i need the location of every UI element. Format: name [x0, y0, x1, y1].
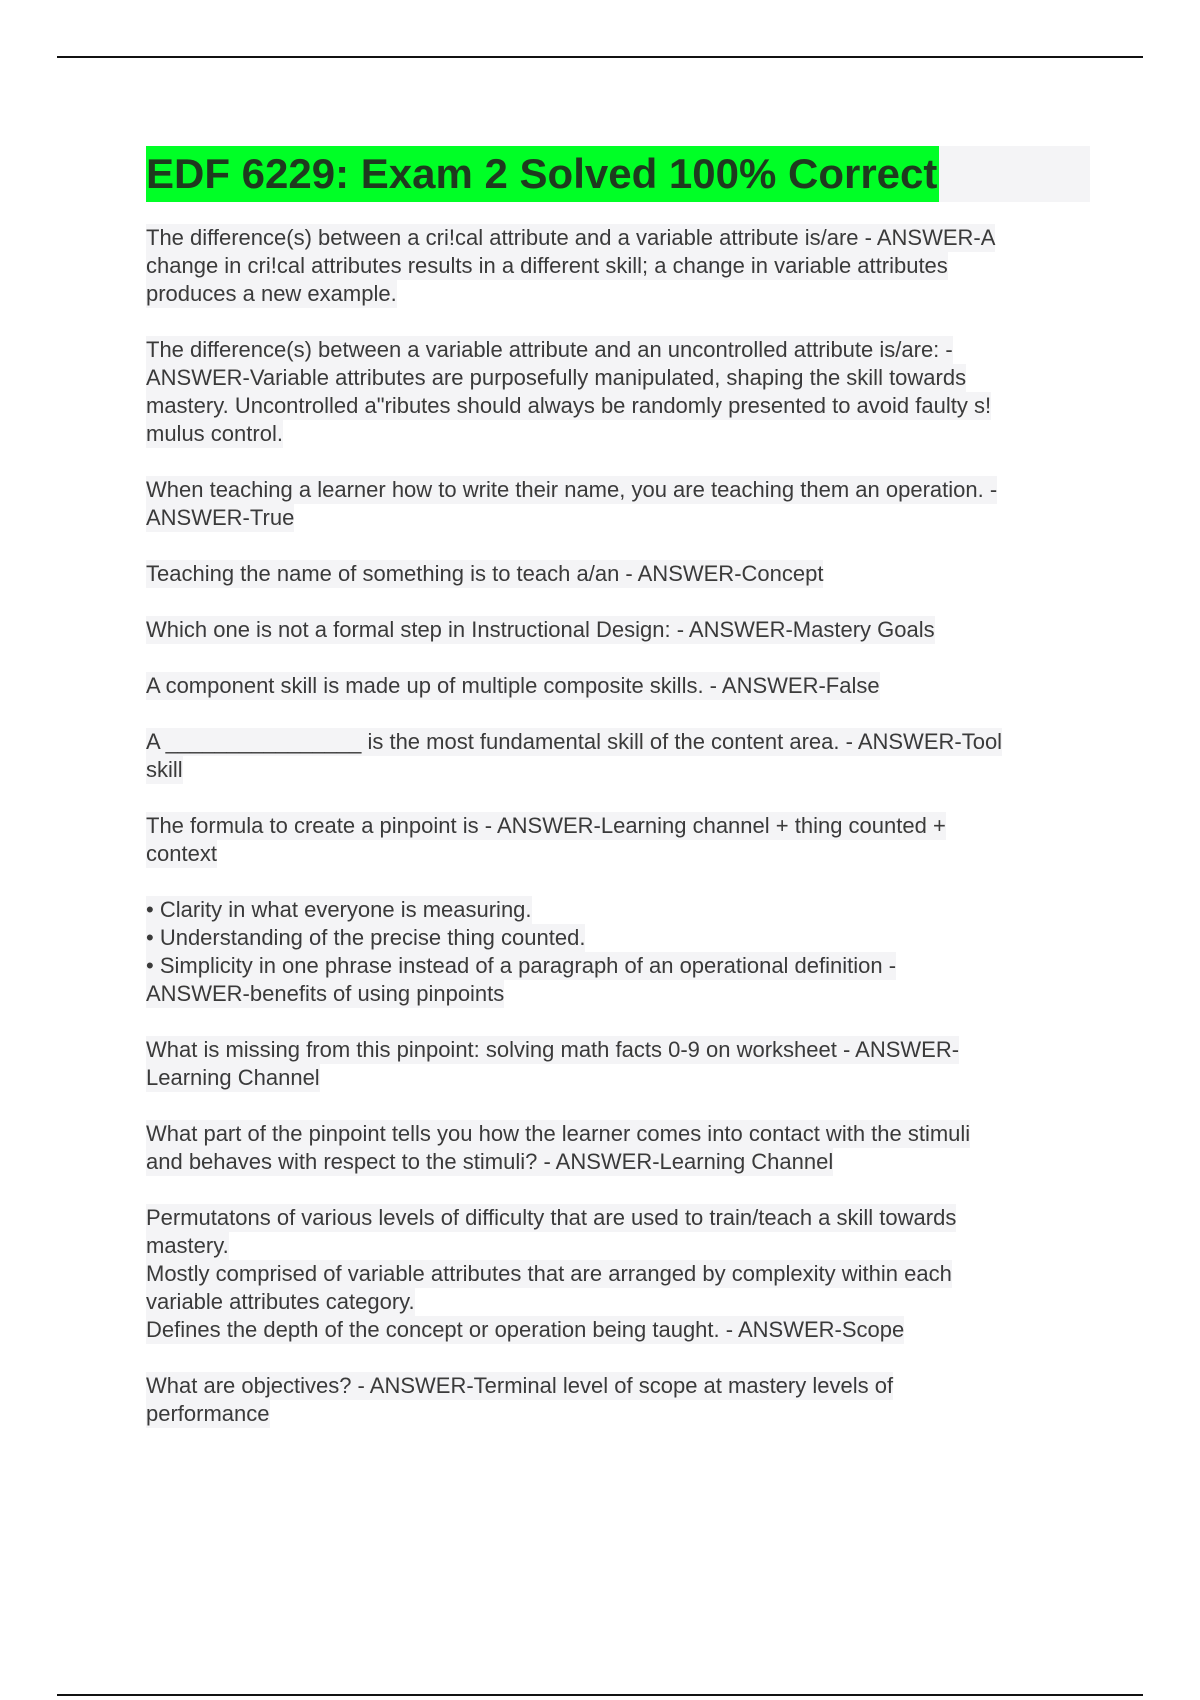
qa-line: mastery. Uncontrolled a"ributes should always be randomly presented to avoid faulty s!: [146, 393, 992, 418]
qa-line: • Clarity in what everyone is measuring.: [146, 897, 532, 922]
qa-line: Mostly comprised of variable attributes that are arranged by complexity within each: [146, 1261, 952, 1286]
qa-item: [146, 1372, 1090, 1428]
qa-line: • Simplicity in one phrase instead of a paragraph of an operational definition -: [146, 953, 897, 978]
qa-line: mastery.: [146, 1233, 229, 1258]
qa-line: ANSWER-True: [146, 505, 295, 530]
qa-line: Learning Channel: [146, 1065, 320, 1090]
document-body: [146, 146, 1090, 1456]
qa-line: • Understanding of the precise thing counted.: [146, 925, 586, 950]
qa-line: variable attributes category.: [146, 1289, 415, 1314]
bottom-rule: [57, 1694, 1143, 1696]
qa-list: [146, 224, 1090, 1428]
qa-item: [146, 1120, 1090, 1176]
qa-line: mulus control.: [146, 421, 283, 446]
qa-item: [146, 476, 1090, 532]
qa-line: The formula to create a pinpoint is - ANSWER-Learning channel + thing counted +: [146, 813, 946, 838]
qa-line: and behaves with respect to the stimuli? - ANSWER-Learning Channel: [146, 1149, 834, 1174]
qa-line: A component skill is made up of multiple composite skills. - ANSWER-False: [146, 673, 880, 698]
qa-item: [146, 1204, 1090, 1344]
document-title: EDF 6229: Exam 2 Solved 100% Correct: [146, 146, 939, 202]
qa-item: [146, 616, 1090, 644]
qa-line: What are objectives? - ANSWER-Terminal level of scope at mastery levels of: [146, 1373, 894, 1398]
qa-line: skill: [146, 757, 183, 782]
qa-item: [146, 728, 1090, 784]
qa-item: [146, 896, 1090, 1008]
qa-line: ANSWER-benefits of using pinpoints: [146, 981, 505, 1006]
qa-line: What is missing from this pinpoint: solving math facts 0-9 on worksheet - ANSWER-: [146, 1037, 960, 1062]
qa-line: performance: [146, 1401, 270, 1426]
top-rule: [57, 56, 1143, 58]
qa-line: Defines the depth of the concept or operation being taught. - ANSWER-Scope: [146, 1317, 905, 1342]
qa-line: context: [146, 841, 217, 866]
qa-line: ANSWER-Variable attributes are purposefully manipulated, shaping the skill towards: [146, 365, 967, 390]
qa-item: [146, 224, 1090, 308]
qa-line: What part of the pinpoint tells you how the learner comes into contact with the stimuli: [146, 1121, 971, 1146]
qa-line: A ________________ is the most fundamental skill of the content area. - ANSWER-Tool: [146, 729, 1003, 754]
qa-item: [146, 560, 1090, 588]
qa-line: When teaching a learner how to write their name, you are teaching them an operation. -: [146, 477, 998, 502]
qa-item: [146, 336, 1090, 448]
title-bar: [146, 146, 1090, 202]
qa-line: Permutatons of various levels of difficulty that are used to train/teach a skill towards: [146, 1205, 957, 1230]
qa-line: produces a new example.: [146, 281, 397, 306]
qa-line: change in cri!cal attributes results in a different skill; a change in variable attributes: [146, 253, 948, 278]
qa-line: The difference(s) between a cri!cal attribute and a variable attribute is/are - ANSWER-A: [146, 225, 996, 250]
qa-item: [146, 672, 1090, 700]
qa-item: [146, 812, 1090, 868]
qa-line: The difference(s) between a variable attribute and an uncontrolled attribute is/are: -: [146, 337, 953, 362]
qa-line: Teaching the name of something is to teach a/an - ANSWER-Concept: [146, 561, 824, 586]
qa-line: Which one is not a formal step in Instructional Design: - ANSWER-Mastery Goals: [146, 617, 935, 642]
qa-item: [146, 1036, 1090, 1092]
